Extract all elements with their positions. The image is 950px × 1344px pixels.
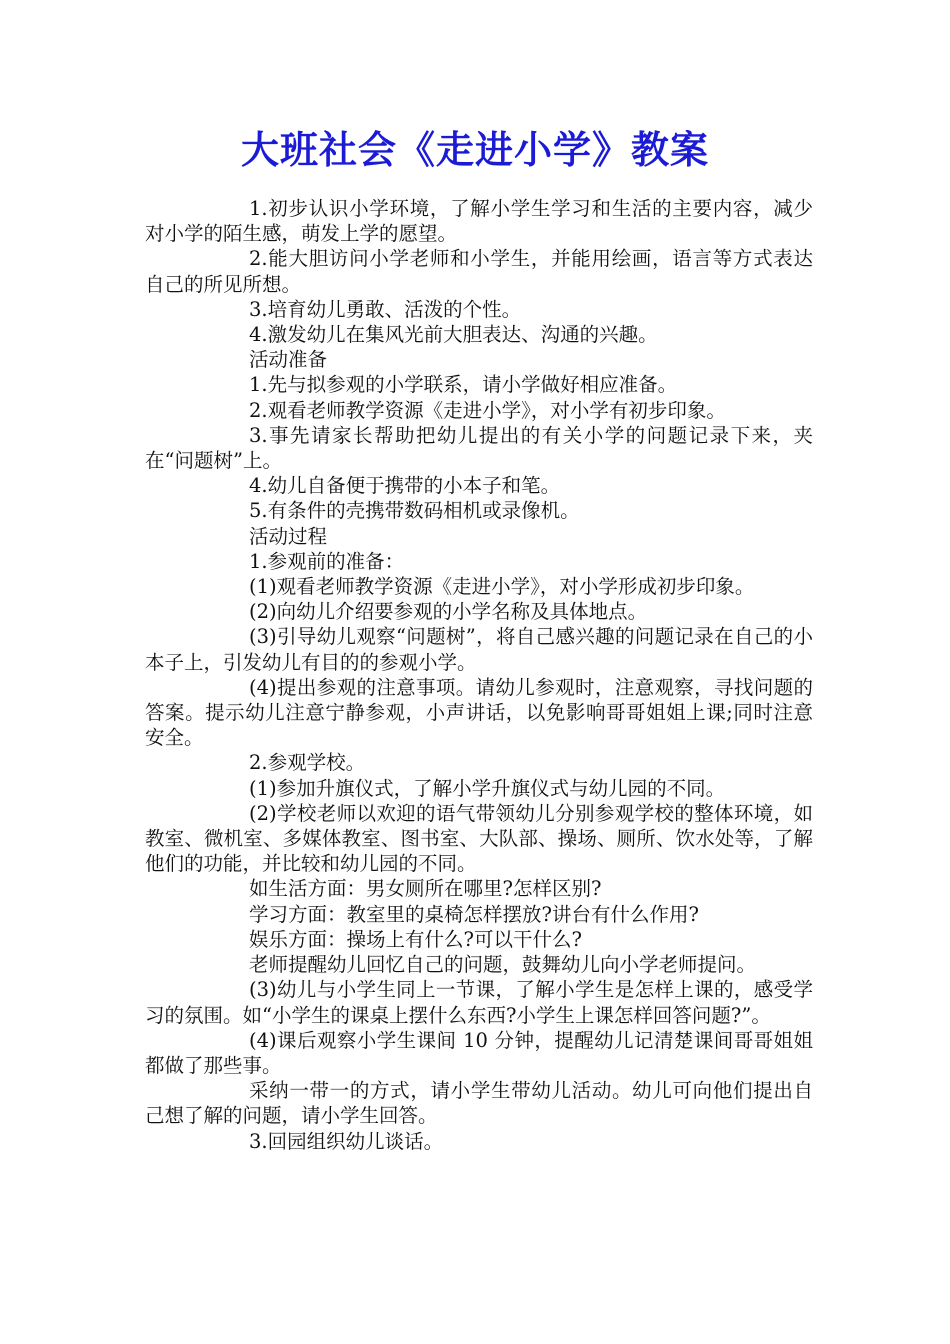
preparation-item-3: 3.事先请家长帮助把幼儿提出的有关小学的问题记录下来，夹在“问题树”上。 xyxy=(145,423,813,473)
process-substep-1-4: (4)提出参观的注意事项。请幼儿参观时，注意观察，寻找问题的答案。提示幼儿注意宁静参观，小声讲话，以免影响哥哥姐姐上课;同时注意安全。 xyxy=(145,675,813,750)
pairing-paragraph: 采纳一带一的方式，请小学生带幼儿活动。幼儿可向他们提出自己想了解的问题，请小学生回答。 xyxy=(145,1079,813,1128)
goal-paragraph-1: 1.初步认识小学环境，了解小学生学习和生活的主要内容，减少对小学的陌生感，萌发上学的愿望。 xyxy=(145,197,813,246)
process-substep-1-2: (2)向幼儿介绍要参观的小学名称及具体地点。 xyxy=(249,600,648,624)
life-aspect-line: 如生活方面：男女厕所在哪里?怎样区别? xyxy=(249,877,602,901)
recreation-aspect-line: 娱乐方面：操场上有什么?可以干什么? xyxy=(249,927,582,951)
preparation-item-5: 5.有条件的壳携带数码相机或录像机。 xyxy=(249,499,580,523)
goal-paragraph-4: 4.激发幼儿在集风光前大胆表达、沟通的兴趣。 xyxy=(249,323,658,347)
process-step-1: 1.参观前的准备： xyxy=(249,549,405,573)
document-body xyxy=(145,196,813,1154)
process-step-2: 2.参观学校。 xyxy=(249,751,366,775)
preparation-item-2: 2.观看老师教学资源《走进小学》，对小学有初步印象。 xyxy=(249,398,726,422)
process-substep-2-3: (3)幼儿与小学生同上一节课，了解小学生是怎样上课的，感受学习的氛围。如“小学生的课桌上摆什么东西?小学生上课怎样回答问题?”。 xyxy=(145,978,813,1027)
teacher-reminder-paragraph: 老师提醒幼儿回忆自己的问题，鼓舞幼儿向小学老师提问。 xyxy=(249,953,757,977)
preparation-item-4: 4.幼儿自备便于携带的小本子和笔。 xyxy=(249,474,561,498)
process-substep-2-1: (1)参加升旗仪式，了解小学升旗仪式与幼儿园的不同。 xyxy=(249,776,726,800)
process-substep-2-4: (4)课后观察小学生课间 10 分钟，提醒幼儿记清楚课间哥哥姐姐都做了那些事。 xyxy=(145,1028,813,1077)
section-heading-preparation: 活动准备 xyxy=(249,348,328,372)
section-heading-process: 活动过程 xyxy=(249,524,328,548)
process-substep-1-1: (1)观看老师教学资源《走进小学》，对小学形成初步印象。 xyxy=(249,575,755,599)
document-title: 大班社会《走进小学》教案 xyxy=(240,128,709,172)
goal-paragraph-3: 3.培育幼儿勇敢、活泼的个性。 xyxy=(249,297,522,321)
study-aspect-line: 学习方面：教室里的桌椅怎样摆放?讲台有什么作用? xyxy=(249,902,699,926)
preparation-item-1: 1.先与拟参观的小学联系，请小学做好相应准备。 xyxy=(249,373,678,397)
process-step-3: 3.回园组织幼儿谈话。 xyxy=(249,1129,444,1153)
goal-paragraph-2: 2.能大胆访问小学老师和小学生，并能用绘画，语言等方式表达自己的所见所想。 xyxy=(145,247,813,296)
process-substep-1-3: (3)引导幼儿观察“问题树”，将自己感兴趣的问题记录在自己的小本子上，引发幼儿有目的的参观小学。 xyxy=(145,625,813,674)
process-substep-2-2: (2)学校老师以欢迎的语气带领幼儿分别参观学校的整体环境，如教室、微机室、多媒体教室、图书室、大队部、操场、厕所、饮水处等，了解他们的功能，并比较和幼儿园的不同。 xyxy=(145,801,813,876)
